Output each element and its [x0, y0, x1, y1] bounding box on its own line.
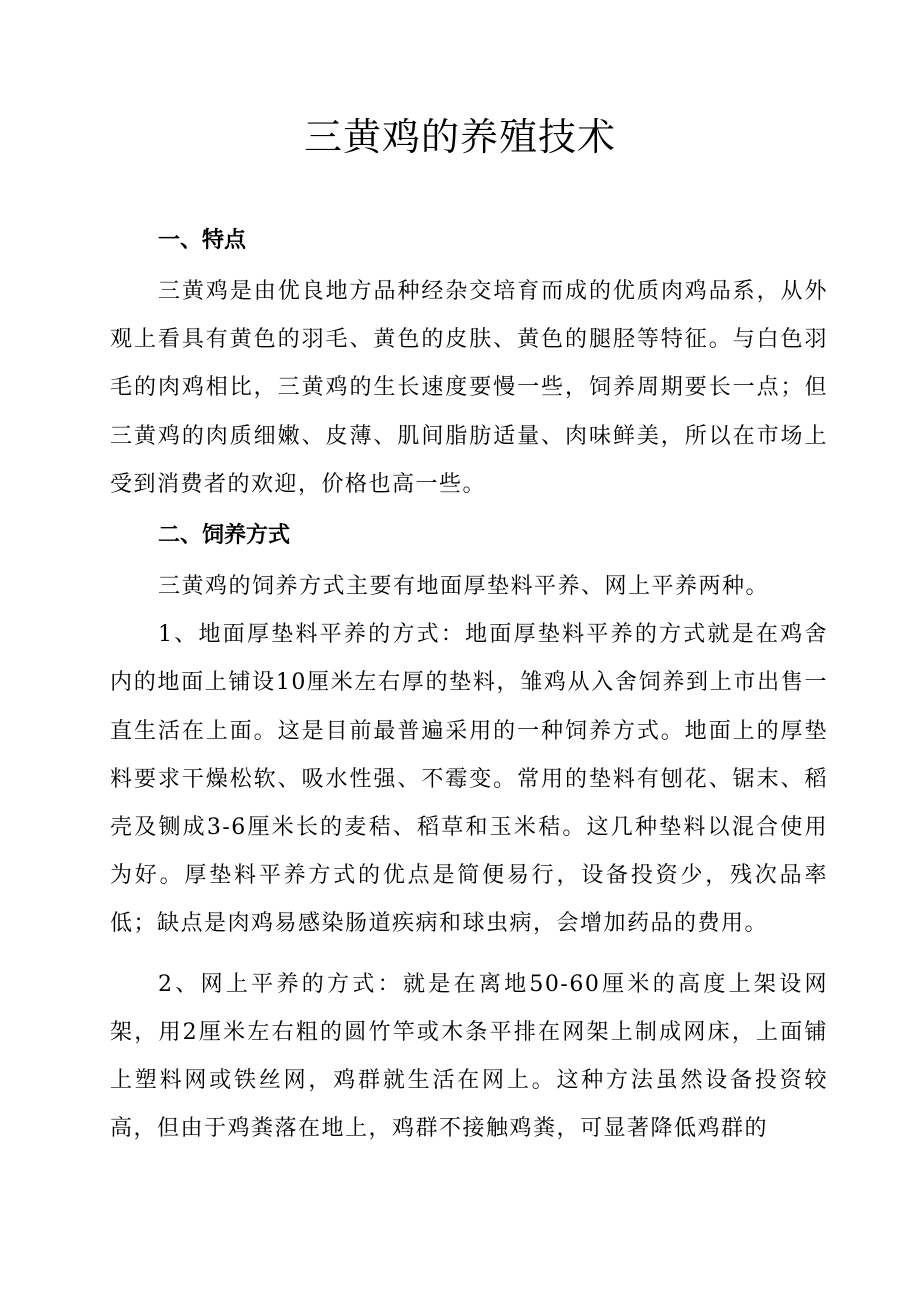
paragraph: 三黄鸡是由优良地方品种经杂交培育而成的优质肉鸡品系，从外观上看具有黄色的羽毛、黄色的皮肤、黄色的腿胫等特征。与白色羽毛的肉鸡相比，三黄鸡的生长速度要慢一些，饲养周期要长一点；但三黄鸡的肉质细嫩、皮薄、肌间脂肪适量、肉味鲜美，所以在市场上受到消费者的欢迎，价格也高一些。 — [110, 279, 828, 497]
section-heading: 二、饲养方式 — [158, 523, 291, 549]
section-heading: 一、特点 — [158, 228, 247, 253]
paragraph: 1、地面厚垫料平养的方式：地面厚垫料平养的方式就是在鸡舍内的地面上铺设10厘米左右厚的垫料，雏鸡从入舍饲养到上市出售一直生活在上面。这是目前最普遍采用的一种饲养方式。地面上的厚垫料要求干燥松软、吸水性强、不霉变。常用的垫料有刨花、锯末、稻壳及铡成3-6厘米长的麦秸、稻草和玉米秸。这几种垫料以混合使用为好。厚垫料平养方式的优点是简便易行，设备投资少，残次品率低；缺点是肉鸡易感染肠道疾病和球虫病，会增加药品的费用。 — [110, 622, 828, 937]
document-title: 三黄鸡的养殖技术 — [303, 115, 616, 159]
paragraph: 三黄鸡的饲养方式主要有地面厚垫料平养、网上平养两种。 — [158, 574, 770, 600]
section-features — [110, 214, 828, 509]
paragraph: 2、网上平养的方式：就是在离地50-60厘米的高度上架设网架，用2厘米左右粗的圆竹竿或木条平排在网架上制成网床，上面铺上塑料网或铁丝网，鸡群就生活在网上。这种方法虽然设备投资较高，但由于鸡粪落在地上，鸡群不接触鸡粪，可显著降低鸡群的 — [110, 971, 828, 1142]
document-body — [110, 214, 828, 1153]
section-feeding-methods — [110, 509, 828, 1153]
